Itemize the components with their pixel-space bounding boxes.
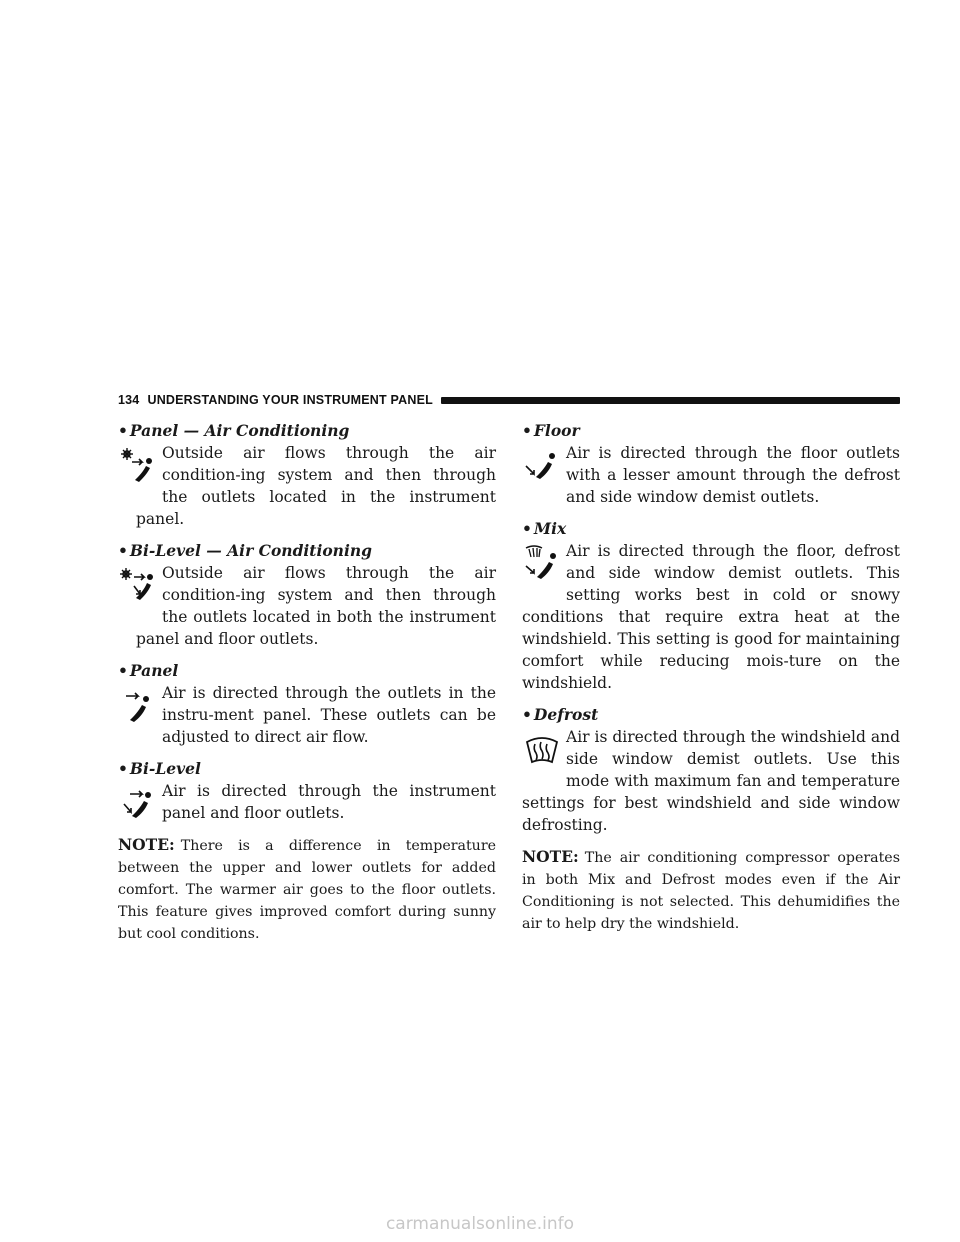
site-watermark: carmanualsonline.info — [385, 1214, 575, 1234]
mode-title: Defrost — [533, 705, 599, 724]
floor-mode-icon — [522, 444, 566, 488]
mode-title: Panel — [129, 661, 179, 680]
mode-description: Air is directed through the floor outlets with a lesser amount through the defrost and side window demist outlets. — [566, 444, 900, 506]
mode-description: Outside air flows through the air condition-ing system and then through the outlets located in the instrument panel. — [136, 444, 496, 528]
mix-mode-icon — [522, 542, 566, 586]
page-header — [118, 390, 900, 410]
mode-description: Air is directed through the instrument panel and floor outlets. — [162, 782, 496, 822]
panel-mode-icon — [118, 684, 162, 728]
note-label: NOTE: — [118, 835, 175, 854]
page-number: 134 — [118, 393, 140, 407]
header-rule — [441, 397, 900, 404]
mode-title: Mix — [533, 519, 567, 538]
mode-description: Outside air flows through the air condition-ing system and then through the outlets located in both the instrument panel and floor outlets. — [136, 564, 496, 648]
bilevel-mode-icon — [118, 782, 162, 826]
note-label: NOTE: — [522, 847, 579, 866]
panel-ac-mode-icon — [118, 444, 162, 488]
mode-description: Air is directed through the floor, defrost and side window demist outlets. This setting works best in cold or snowy conditions that require extra heat at the windshield. This setting is good for maintaining comfort while reducing mois-ture on the windshield. — [522, 542, 900, 692]
mode-title: Floor — [533, 421, 580, 440]
mode-description: Air is directed through the windshield and side window demist outlets. Use this mode with maximum fan and temperature settings for best windshield and side window defrosting. — [522, 728, 900, 834]
right-column — [522, 420, 900, 935]
right-note — [522, 846, 900, 935]
left-column — [118, 420, 496, 945]
mode-entry-panel: • Panel Air is directed through the outlets in the instru-ment panel. These outlets can be adjusted to direct air flow. — [118, 661, 496, 746]
left-note — [118, 834, 496, 945]
mode-description: Air is directed through the outlets in the instru-ment panel. These outlets can be adjusted to direct air flow. — [162, 684, 496, 746]
defrost-mode-icon — [522, 728, 566, 772]
mode-title: Bi-Level — [129, 759, 201, 778]
mode-entry-defrost: • Defrost Air is directed through the windshield and side window demist outlets. Use this mode with maximum fan and temperature settings for best windshield and side window defrosting. — [522, 705, 900, 834]
note-text: The air conditioning compressor operates in both Mix and Defrost modes even if the Air Conditioning is not selected. This dehumidifies the air to help dry the windshield. — [522, 850, 900, 932]
note-text: There is a difference in temperature between the upper and lower outlets for added comfort. The warmer air goes to the floor outlets. This feature gives improved comfort during sunny but cool conditions. — [118, 838, 496, 942]
mode-entry-floor: • Floor Air is directed through the floor outlets with a lesser amount through the defrost and side window demist outlets. — [522, 421, 900, 506]
mode-entry-bilevel: • Bi-Level Air is directed through the instrument panel and floor outlets. — [118, 758, 496, 824]
mode-title: Panel — Air Conditioning — [129, 421, 350, 440]
mode-entry-mix: • Mix Air is directed through the floor, defrost and side window demist outlets. This setting works best in cold or snowy conditions that require extra heat at the windshield. This setting is good for maintaining comfort while reducing mois-ture on the windshield. — [522, 519, 900, 692]
bilevel-ac-mode-icon — [118, 564, 162, 608]
mode-title: Bi-Level — Air Conditioning — [129, 541, 372, 560]
mode-entry-bilevel-ac: • Bi-Level — Air Conditioning Outside air flows through the air condition-ing system and then through the outlets located in both the instrument panel and floor outlets. — [118, 541, 496, 648]
mode-entry-panel-ac: • Panel — Air Conditioning Outside air flows through the air condition-ing system and then through the outlets located in the instrument panel. — [118, 421, 496, 528]
section-title: UNDERSTANDING YOUR INSTRUMENT PANEL — [147, 393, 433, 407]
